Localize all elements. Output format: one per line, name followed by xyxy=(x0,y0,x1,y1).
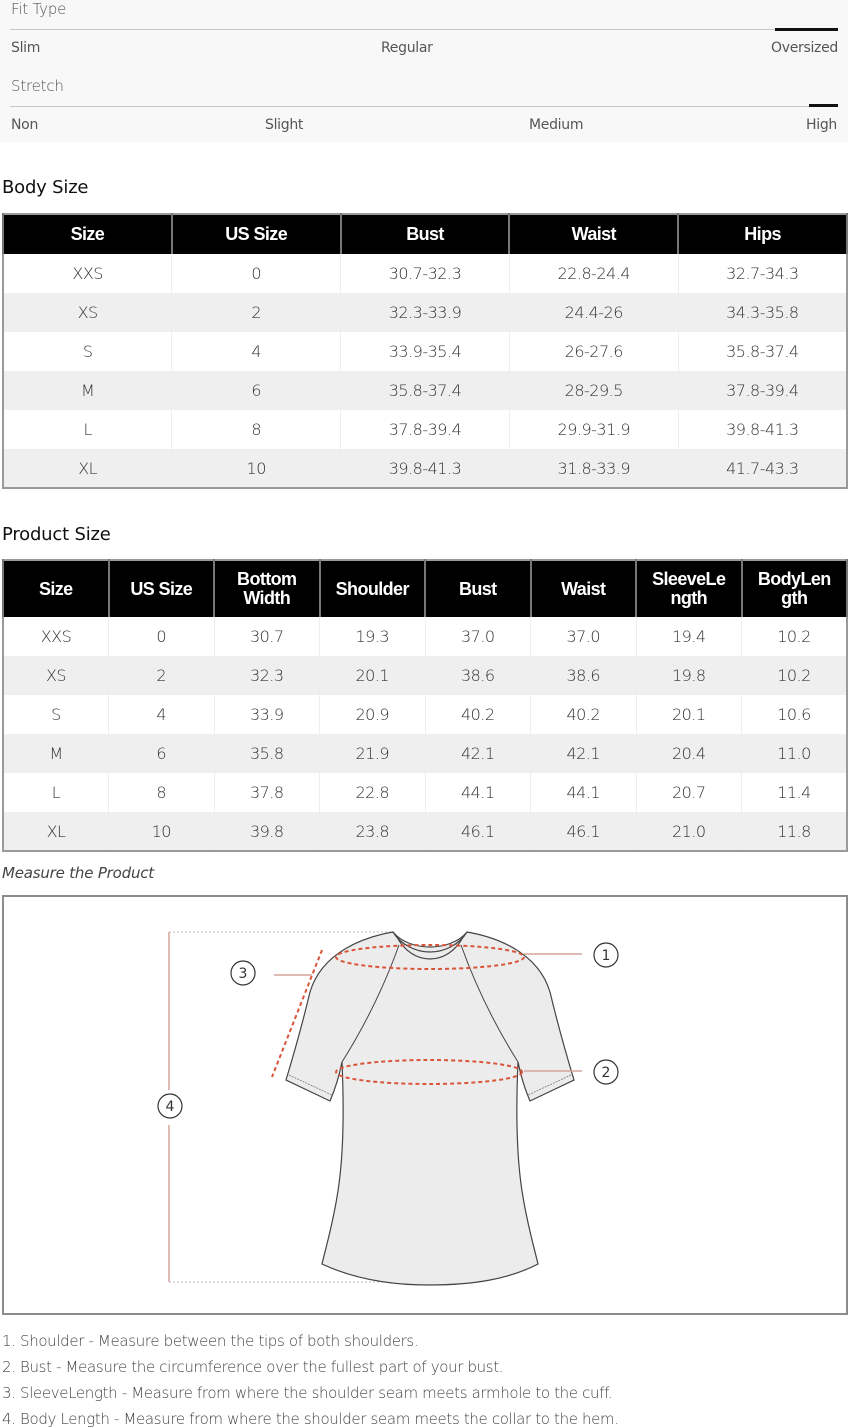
measurement-notes xyxy=(2,1328,619,1428)
cell: 20.1 xyxy=(636,695,742,734)
header-bottom-width xyxy=(214,560,320,617)
table-row xyxy=(3,773,847,812)
marker-1 xyxy=(594,943,618,967)
note-shoulder: 1. Shoulder - Measure between the tips of both shoulders. xyxy=(2,1332,419,1350)
cell: 33.9-35.4 xyxy=(341,332,510,371)
header-text: Waist xyxy=(561,578,606,599)
cell: 39.8-41.3 xyxy=(678,410,847,449)
product-size-table xyxy=(2,559,848,852)
cell: 23.8 xyxy=(320,812,426,851)
header-text: gth xyxy=(781,588,808,608)
cell: 10 xyxy=(109,812,215,851)
note-body-length: 4. Body Length - Measure from where the shoulder seam meets the collar to the hem. xyxy=(2,1410,619,1428)
cell: 10.6 xyxy=(742,695,848,734)
cell: XS xyxy=(3,293,172,332)
svg-text:2: 2 xyxy=(601,1065,611,1081)
cell: 21.0 xyxy=(636,812,742,851)
cell: 32.3-33.9 xyxy=(341,293,510,332)
table-row xyxy=(3,617,847,656)
note-sleeve-length: 3. SleeveLength - Measure from where the shoulder seam meets armhole to the cuff. xyxy=(2,1384,613,1402)
header-text: SleeveLe xyxy=(652,569,726,589)
table-row xyxy=(3,332,847,371)
header-text: Shoulder xyxy=(335,578,409,599)
cell: 38.6 xyxy=(531,656,637,695)
header-waist xyxy=(531,560,637,617)
header-text: ngth xyxy=(670,588,708,608)
measure-caption: Measure the Product xyxy=(2,864,154,882)
cell: 30.7 xyxy=(214,617,320,656)
cell: 37.8-39.4 xyxy=(678,371,847,410)
cell: 31.8-33.9 xyxy=(509,449,678,488)
header-sleeve-length xyxy=(636,560,742,617)
marker-4 xyxy=(158,1094,182,1118)
header-bust xyxy=(425,560,531,617)
marker-3 xyxy=(231,961,255,985)
header-text: Size xyxy=(38,578,73,599)
header-bust: Bust xyxy=(341,214,510,254)
cell: 2 xyxy=(109,656,215,695)
table-row xyxy=(3,656,847,695)
cell: 0 xyxy=(172,254,341,293)
stretch-label: Stretch xyxy=(11,77,64,95)
cell: 35.8-37.4 xyxy=(678,332,847,371)
cell: 37.8-39.4 xyxy=(341,410,510,449)
cell: 41.7-43.3 xyxy=(678,449,847,488)
cell: 24.4-26 xyxy=(509,293,678,332)
cell: 46.1 xyxy=(531,812,637,851)
cell: XXS xyxy=(3,617,109,656)
tshirt-diagram-icon xyxy=(4,897,850,1317)
cell: XXS xyxy=(3,254,172,293)
cell: 37.8 xyxy=(214,773,320,812)
table-row xyxy=(3,812,847,851)
header-text: Bust xyxy=(458,578,497,599)
cell: 42.1 xyxy=(531,734,637,773)
cell: 42.1 xyxy=(425,734,531,773)
cell: 35.8-37.4 xyxy=(341,371,510,410)
cell: XL xyxy=(3,449,172,488)
cell: 22.8 xyxy=(320,773,426,812)
table-row xyxy=(3,254,847,293)
cell: 8 xyxy=(109,773,215,812)
stretch-marker xyxy=(809,104,838,107)
cell: 11.4 xyxy=(742,773,848,812)
cell: 20.9 xyxy=(320,695,426,734)
cell: 39.8 xyxy=(214,812,320,851)
cell: 8 xyxy=(172,410,341,449)
header-text: Width xyxy=(243,588,291,608)
cell: 20.4 xyxy=(636,734,742,773)
cell: 39.8-41.3 xyxy=(341,449,510,488)
cell: 10 xyxy=(172,449,341,488)
table-row xyxy=(3,410,847,449)
measurement-diagram xyxy=(2,895,848,1315)
cell: 32.7-34.3 xyxy=(678,254,847,293)
header-text: US Size xyxy=(130,578,193,599)
product-size-title: Product Size xyxy=(2,524,111,545)
cell: 6 xyxy=(172,371,341,410)
cell: 29.9-31.9 xyxy=(509,410,678,449)
cell: 11.8 xyxy=(742,812,848,851)
cell: 4 xyxy=(109,695,215,734)
fit-panel xyxy=(0,0,848,142)
stretch-track xyxy=(10,106,838,107)
body-size-title: Body Size xyxy=(2,177,89,198)
fit-type-label: Fit Type xyxy=(11,0,67,18)
cell: L xyxy=(3,773,109,812)
cell: 26-27.6 xyxy=(509,332,678,371)
stretch-option-slight: Slight xyxy=(265,117,304,133)
header-body-length xyxy=(742,560,848,617)
cell: XS xyxy=(3,656,109,695)
table-header-row xyxy=(3,560,847,617)
cell: 19.4 xyxy=(636,617,742,656)
cell: XL xyxy=(3,812,109,851)
body-size-table xyxy=(2,213,848,489)
cell: 34.3-35.8 xyxy=(678,293,847,332)
cell: 37.0 xyxy=(425,617,531,656)
cell: 40.2 xyxy=(425,695,531,734)
cell: 44.1 xyxy=(531,773,637,812)
header-text: Bottom xyxy=(237,569,297,589)
cell: 33.9 xyxy=(214,695,320,734)
svg-text:1: 1 xyxy=(601,948,611,964)
table-row xyxy=(3,734,847,773)
header-us-size: US Size xyxy=(172,214,341,254)
cell: 20.7 xyxy=(636,773,742,812)
cell: 30.7-32.3 xyxy=(341,254,510,293)
cell: M xyxy=(3,734,109,773)
header-shoulder xyxy=(320,560,426,617)
cell: 44.1 xyxy=(425,773,531,812)
cell: 40.2 xyxy=(531,695,637,734)
stretch-option-medium: Medium xyxy=(529,117,584,133)
cell: S xyxy=(3,695,109,734)
table-row xyxy=(3,293,847,332)
fit-option-oversized: Oversized xyxy=(770,40,838,56)
cell: 21.9 xyxy=(320,734,426,773)
table-row xyxy=(3,371,847,410)
stretch-option-high: High xyxy=(806,117,837,133)
cell: 46.1 xyxy=(425,812,531,851)
cell: 19.3 xyxy=(320,617,426,656)
cell: 32.3 xyxy=(214,656,320,695)
cell: 22.8-24.4 xyxy=(509,254,678,293)
header-us-size xyxy=(109,560,215,617)
fit-option-slim: Slim xyxy=(11,40,41,56)
cell: 11.0 xyxy=(742,734,848,773)
cell: 0 xyxy=(109,617,215,656)
cell: M xyxy=(3,371,172,410)
header-size xyxy=(3,560,109,617)
cell: 19.8 xyxy=(636,656,742,695)
header-waist: Waist xyxy=(509,214,678,254)
table-header-row xyxy=(3,214,847,254)
cell: 20.1 xyxy=(320,656,426,695)
cell: 37.0 xyxy=(531,617,637,656)
marker-2 xyxy=(594,1060,618,1084)
cell: 38.6 xyxy=(425,656,531,695)
table-row xyxy=(3,695,847,734)
note-bust: 2. Bust - Measure the circumference over the fullest part of your bust. xyxy=(2,1358,504,1376)
cell: 35.8 xyxy=(214,734,320,773)
svg-text:4: 4 xyxy=(165,1099,175,1115)
cell: 4 xyxy=(172,332,341,371)
cell: L xyxy=(3,410,172,449)
fit-option-regular: Regular xyxy=(381,40,433,56)
fit-type-marker xyxy=(775,28,838,31)
table-row xyxy=(3,449,847,488)
header-hips: Hips xyxy=(678,214,847,254)
cell: 2 xyxy=(172,293,341,332)
svg-text:3: 3 xyxy=(238,966,248,982)
cell: 10.2 xyxy=(742,656,848,695)
cell: 10.2 xyxy=(742,617,848,656)
fit-type-track xyxy=(10,29,838,30)
cell: 6 xyxy=(109,734,215,773)
cell: 28-29.5 xyxy=(509,371,678,410)
cell: S xyxy=(3,332,172,371)
header-text: BodyLen xyxy=(757,569,831,589)
stretch-option-non: Non xyxy=(11,117,39,133)
header-size: Size xyxy=(3,214,172,254)
